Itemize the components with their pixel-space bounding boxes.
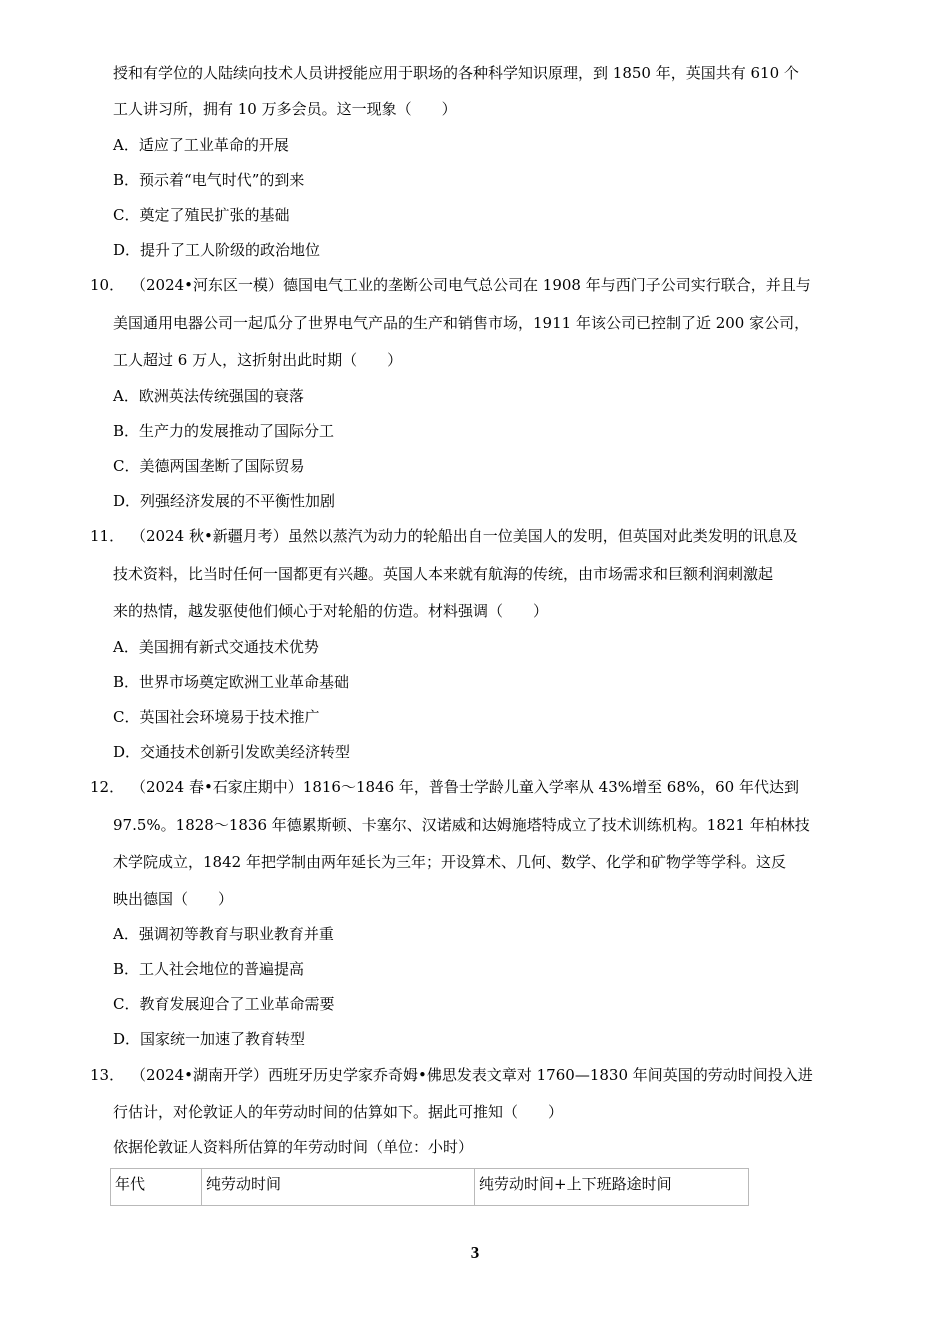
q12-stem-start: （2024 春•石家庄期中）1816～1846 年，普鲁士学龄儿童入学率从 43%增至 68%，60 年代达到 [131, 778, 799, 796]
q13-number: 13． [90, 1066, 125, 1084]
q10-option-d: D．列强经济发展的不平衡性加剧 [113, 492, 336, 510]
q10-option-c: C．美德两国垄断了国际贸易 [113, 457, 305, 475]
q12-text-line-1 [90, 777, 799, 797]
q11-text-line-1 [90, 526, 798, 546]
q11-option-a: A．美国拥有新式交通技术优势 [113, 638, 319, 656]
page-number: 3 [470, 1243, 480, 1262]
table-header-cell: 年代 [111, 1169, 202, 1206]
q9-option-d: D．提升了工人阶级的政治地位 [113, 241, 321, 259]
q11-number: 11． [90, 527, 125, 545]
q12-text-line-3: 术学院成立，1842 年把学制由两年延长为三年；开设算术、几何、数学、化学和矿物学等学科。这反 [113, 853, 786, 871]
table-header-cell: 纯劳动时间+上下班路途时间 [475, 1169, 749, 1206]
q10-text-line-1 [90, 275, 811, 295]
q13-stem-start: （2024•湖南开学）西班牙历史学家乔奇姆•佛思发表文章对 1760—1830 年间英国的劳动时间投入进 [131, 1066, 813, 1084]
q13-text-line-1 [90, 1065, 813, 1085]
q9-option-c: C．奠定了殖民扩张的基础 [113, 206, 290, 224]
q11-option-c: C．英国社会环境易于技术推广 [113, 708, 320, 726]
q9-option-a: A．适应了工业革命的开展 [113, 136, 289, 154]
q12-text-line-4: 映出德国（ ） [113, 890, 234, 908]
q10-text-line-3: 工人超过 6 万人，这折射出此时期（ ） [113, 351, 403, 369]
q11-option-d: D．交通技术创新引发欧美经济转型 [113, 743, 351, 761]
labor-time-table [110, 1168, 749, 1206]
q9-text-line-1: 授和有学位的人陆续向技术人员讲授能应用于职场的各种科学知识原理，到 1850 年，英国共有 610 个 [113, 64, 799, 82]
q11-text-line-3: 来的热情，越发驱使他们倾心于对轮船的仿造。材料强调（ ） [113, 602, 549, 620]
q11-stem-start: （2024 秋•新疆月考）虽然以蒸汽为动力的轮船出自一位美国人的发明，但英国对此类发明的讯息及 [131, 527, 798, 545]
q12-option-a: A．强调初等教育与职业教育并重 [113, 925, 334, 943]
q10-stem-start: （2024•河东区一模）德国电气工业的垄断公司电气总公司在 1908 年与西门子公司实行联合，并且与 [131, 276, 811, 294]
q12-text-line-2: 97.5%。1828～1836 年德累斯顿、卡塞尔、汉诺威和达姆施塔特成立了技术训练机构。1821 年柏林技 [113, 816, 810, 834]
q12-option-d: D．国家统一加速了教育转型 [113, 1030, 306, 1048]
table-header-row [111, 1169, 749, 1206]
q9-option-b: B．预示着“电气时代”的到来 [113, 171, 305, 189]
q10-option-a: A．欧洲英法传统强国的衰落 [113, 387, 304, 405]
q10-text-line-2: 美国通用电器公司一起瓜分了世界电气产品的生产和销售市场，1911 年该公司已控制了近 200 家公司， [113, 314, 810, 332]
q13-table-caption: 依据伦敦证人资料所估算的年劳动时间（单位：小时） [113, 1138, 474, 1156]
q12-number: 12． [90, 778, 125, 796]
q10-option-b: B．生产力的发展推动了国际分工 [113, 422, 335, 440]
q11-option-b: B．世界市场奠定欧洲工业革命基础 [113, 673, 350, 691]
q9-text-line-2: 工人讲习所，拥有 10 万多会员。这一现象（ ） [113, 100, 457, 118]
q12-option-c: C．教育发展迎合了工业革命需要 [113, 995, 335, 1013]
q10-number: 10． [90, 276, 125, 294]
q11-text-line-2: 技术资料，比当时任何一国都更有兴趣。英国人本来就有航海的传统，由市场需求和巨额利润刺激起 [113, 565, 774, 583]
q13-text-line-2: 行估计，对伦敦证人的年劳动时间的估算如下。据此可推知（ ） [113, 1103, 564, 1121]
table-header-cell: 纯劳动时间 [202, 1169, 475, 1206]
q12-option-b: B．工人社会地位的普遍提高 [113, 960, 305, 978]
